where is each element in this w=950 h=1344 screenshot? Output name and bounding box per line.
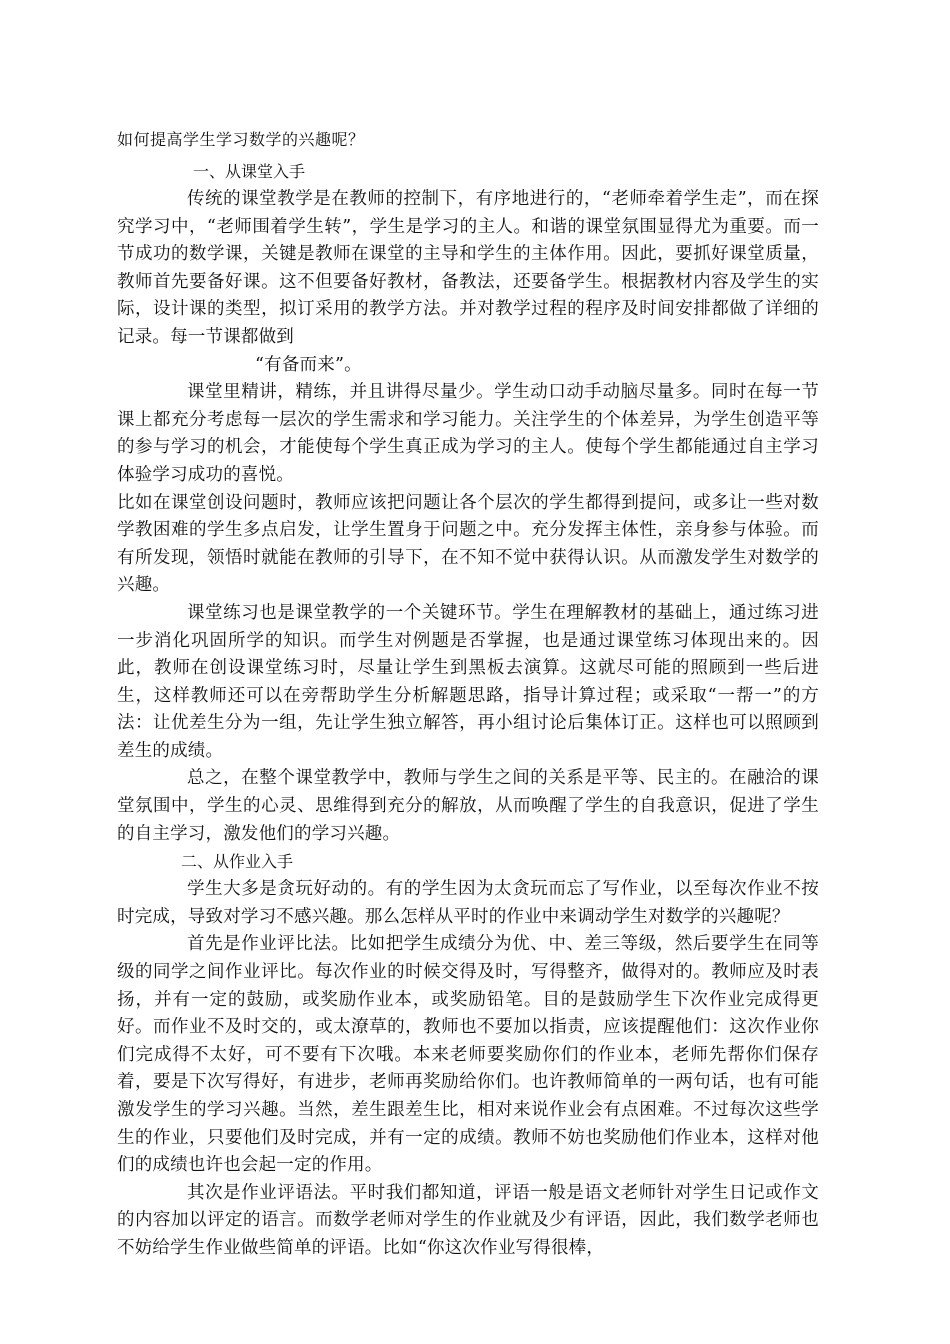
paragraph: 比如在课堂创设问题时，教师应该把问题让各个层次的学生都得到提问，或多让一些对数学教困难的学生多点启发，让学生置身于问题之中。充分发挥主体性，亲身参与体验。而有所发现，领悟时就能在教师的引导下，在不知不觉中获得认识。从而激发学生对数学的兴趣。 [117,492,819,596]
paragraph: 课堂里精讲，精练，并且讲得尽量少。学生动口动手动脑尽量多。同时在每一节课上都充分考虑每一层次的学生需求和学习能力。关注学生的个体差异，为学生创造平等的参与学习的机会，才能使每个学生真正成为学习的主人。使每个学生都能通过自主学习体验学习成功的喜悦。 [117,382,819,485]
section-heading-classroom: 一、从课堂入手 [193,162,306,181]
paragraph: 传统的课堂教学是在教师的控制下，有序地进行的，“老师牵着学生走”，而在探究学习中，“老师围着学生转”，学生是学习的主人。和谐的课堂氛围显得尤为重要。而一节成功的数学课，关键是教师在课堂的主导和学生的主体作用。因此，要抓好课堂质量，教师首先要备好课。这不但要备好教材，备教法，还要备学生。根据教材内容及学生的实际，设计课的类型，拟订采用的教学方法。并对教学过程的程序及时间安排都做了详细的记录。每一节课都做到 [117,189,819,347]
paragraph: 总之，在整个课堂教学中，教师与学生之间的关系是平等、民主的。在融洽的课堂氛围中，学生的心灵、思维得到充分的解放，从而唤醒了学生的自我意识，促进了学生的自主学习，激发他们的学习兴趣。 [117,768,819,844]
section-heading-homework: 二、从作业入手 [181,852,294,872]
paragraph: 课堂练习也是课堂教学的一个关键环节。学生在理解教材的基础上，通过练习进一步消化巩固所学的知识。而学生对例题是否掌握，也是通过课堂练习体现出来的。因此，教师在创设课堂练习时，尽量让学生到黑板去演算。这就尽可能的照顾到一些后进生，这样教师还可以在旁帮助学生分析解题思路，指导计算过程；或采取“一帮一”的方法：让优差生分为一组，先让学生独立解答，再小组讨论后集体订正。这样也可以照顾到差生的成绩。 [117,602,819,761]
document-body [117,126,819,1263]
document-title: 如何提高学生学习数学的兴趣呢？ [117,130,365,149]
paragraph: 学生大多是贪玩好动的。有的学生因为太贪玩而忘了写作业，以至每次作业不按时完成，导致对学习不感兴趣。那么怎样从平时的作业中来调动学生对数学的兴趣呢？ [117,879,819,927]
paragraph-continuation: “有备而来”。 [255,354,362,375]
paragraph: 其次是作业评语法。平时我们都知道，评语一般是语文老师针对学生日记或作文的内容加以评定的语言。而数学老师对学生的作业就及少有评语，因此，我们数学老师也不妨给学生作业做些简单的评语。比如“你这次作业写得很棒， [117,1182,819,1258]
paragraph: 首先是作业评比法。比如把学生成绩分为优、中、差三等级，然后要学生在同等级的同学之间作业评比。每次作业的时候交得及时，写得整齐，做得对的。教师应及时表扬，并有一定的鼓励，或奖励作业本，或奖励铅笔。目的是鼓励学生下次作业完成得更好。而作业不及时交的，或太潦草的，教师也不要加以指责，应该提醒他们：这次作业你们完成得不太好，可不要有下次哦。本来老师要奖励你们的作业本，老师先帮你们保存着，要是下次写得好，有进步，老师再奖励给你们。也许教师简单的一两句话，也有可能激发学生的学习兴趣。当然，差生跟差生比，相对来说作业会有点困难。不过每次这些学生的作业，只要他们及时完成，并有一定的成绩。教师不妨也奖励他们作业本，这样对他们的成绩也许也会起一定的作用。 [117,934,819,1176]
